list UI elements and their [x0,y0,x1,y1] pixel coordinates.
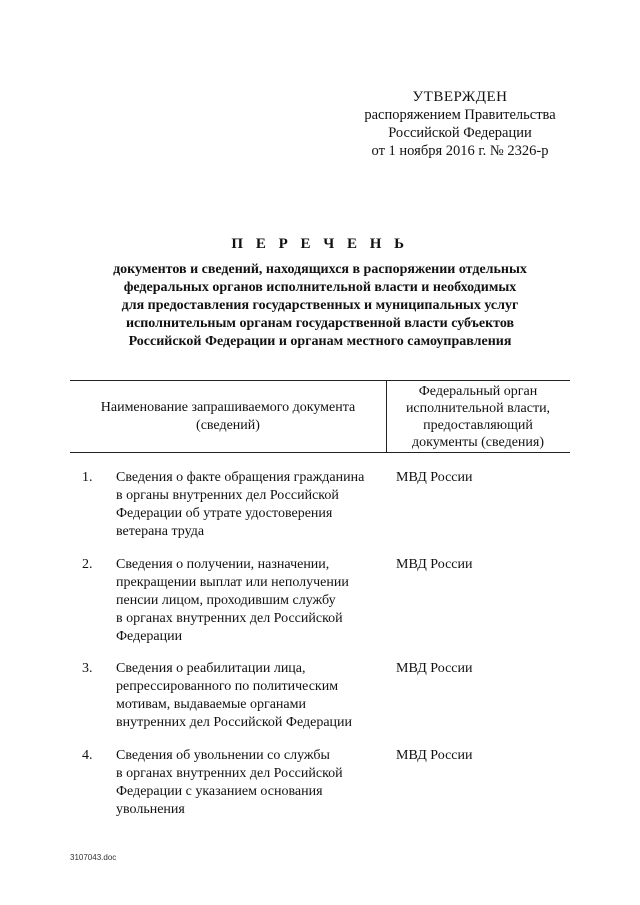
row-number: 3. [82,661,93,676]
column-header-line: (сведений) [196,418,260,433]
row-description-line: Федерации об утрате удостоверения [116,506,333,521]
row-description-line: в органах внутренних дел Российской [116,766,343,781]
subtitle-line: Российской Федерации и органам местного самоуправления [128,334,512,349]
column-header-document [78,399,378,435]
row-description [116,660,388,732]
document-title: П Е Р Е Ч Е Н Ь [231,236,409,252]
row-description-line: Федерации с указанием основания [116,784,323,799]
row-description-line: в органах внутренних дел Российской [116,611,343,626]
row-description-line: прекращении выплат или неполучении [116,575,349,590]
column-header-line: исполнительной власти, [405,401,551,416]
row-description-line: мотивам, выдаваемые органами [116,697,306,712]
row-description-line: Федерации [116,629,183,644]
row-description [116,469,388,541]
subtitle-line: федеральных органов исполнительной власти и необходимых [123,280,517,295]
row-description [116,747,388,819]
row-description-line: увольнения [116,802,185,817]
row-authority: МВД России [396,557,473,572]
row-description-line: пенсии лицом, проходившим службу [116,593,336,608]
approval-line: от 1 ноября 2016 г. № 2326-р [371,143,549,159]
table-header-bottom-rule [70,452,570,453]
row-number: 4. [82,748,93,763]
approval-block [340,88,580,160]
row-description-line: Сведения о факте обращения гражданина [116,470,365,485]
approval-line: Российской Федерации [388,125,532,141]
table-header-divider [386,380,387,452]
row-description-line: репрессированного по политическим [116,679,339,694]
row-number: 1. [82,470,93,485]
column-header-line: Наименование запрашиваемого документа [100,400,356,415]
row-authority: МВД России [396,661,473,676]
row-number: 2. [82,557,93,572]
row-description [116,556,388,646]
subtitle-line: документов и сведений, находящихся в распоряжении отдельных [113,262,527,277]
approval-heading: УТВЕРЖДЕН [412,89,508,105]
row-description-line: Сведения об увольнении со службы [116,748,330,763]
subtitle-line: исполнительным органам государственной власти субъектов [125,316,515,331]
column-header-line: предоставляющий [423,418,533,433]
file-code: 3107043.doc [70,853,117,862]
row-authority: МВД России [396,748,473,763]
row-description-line: Сведения о получении, назначении, [116,557,330,572]
approval-line: распоряжением Правительства [364,107,556,123]
row-description-line: ветерана труда [116,524,205,539]
row-authority: МВД России [396,470,473,485]
column-header-authority [392,383,564,451]
document-subtitle [70,261,570,351]
table-top-rule [70,380,570,381]
row-description-line: Сведения о реабилитации лица, [116,661,306,676]
row-description-line: в органы внутренних дел Российской [116,488,339,503]
row-description-line: внутренних дел Российской Федерации [116,715,353,730]
subtitle-line: для предоставления государственных и муниципальных услуг [121,298,519,313]
column-header-line: документы (сведения) [412,435,544,450]
column-header-line: Федеральный орган [418,384,538,399]
